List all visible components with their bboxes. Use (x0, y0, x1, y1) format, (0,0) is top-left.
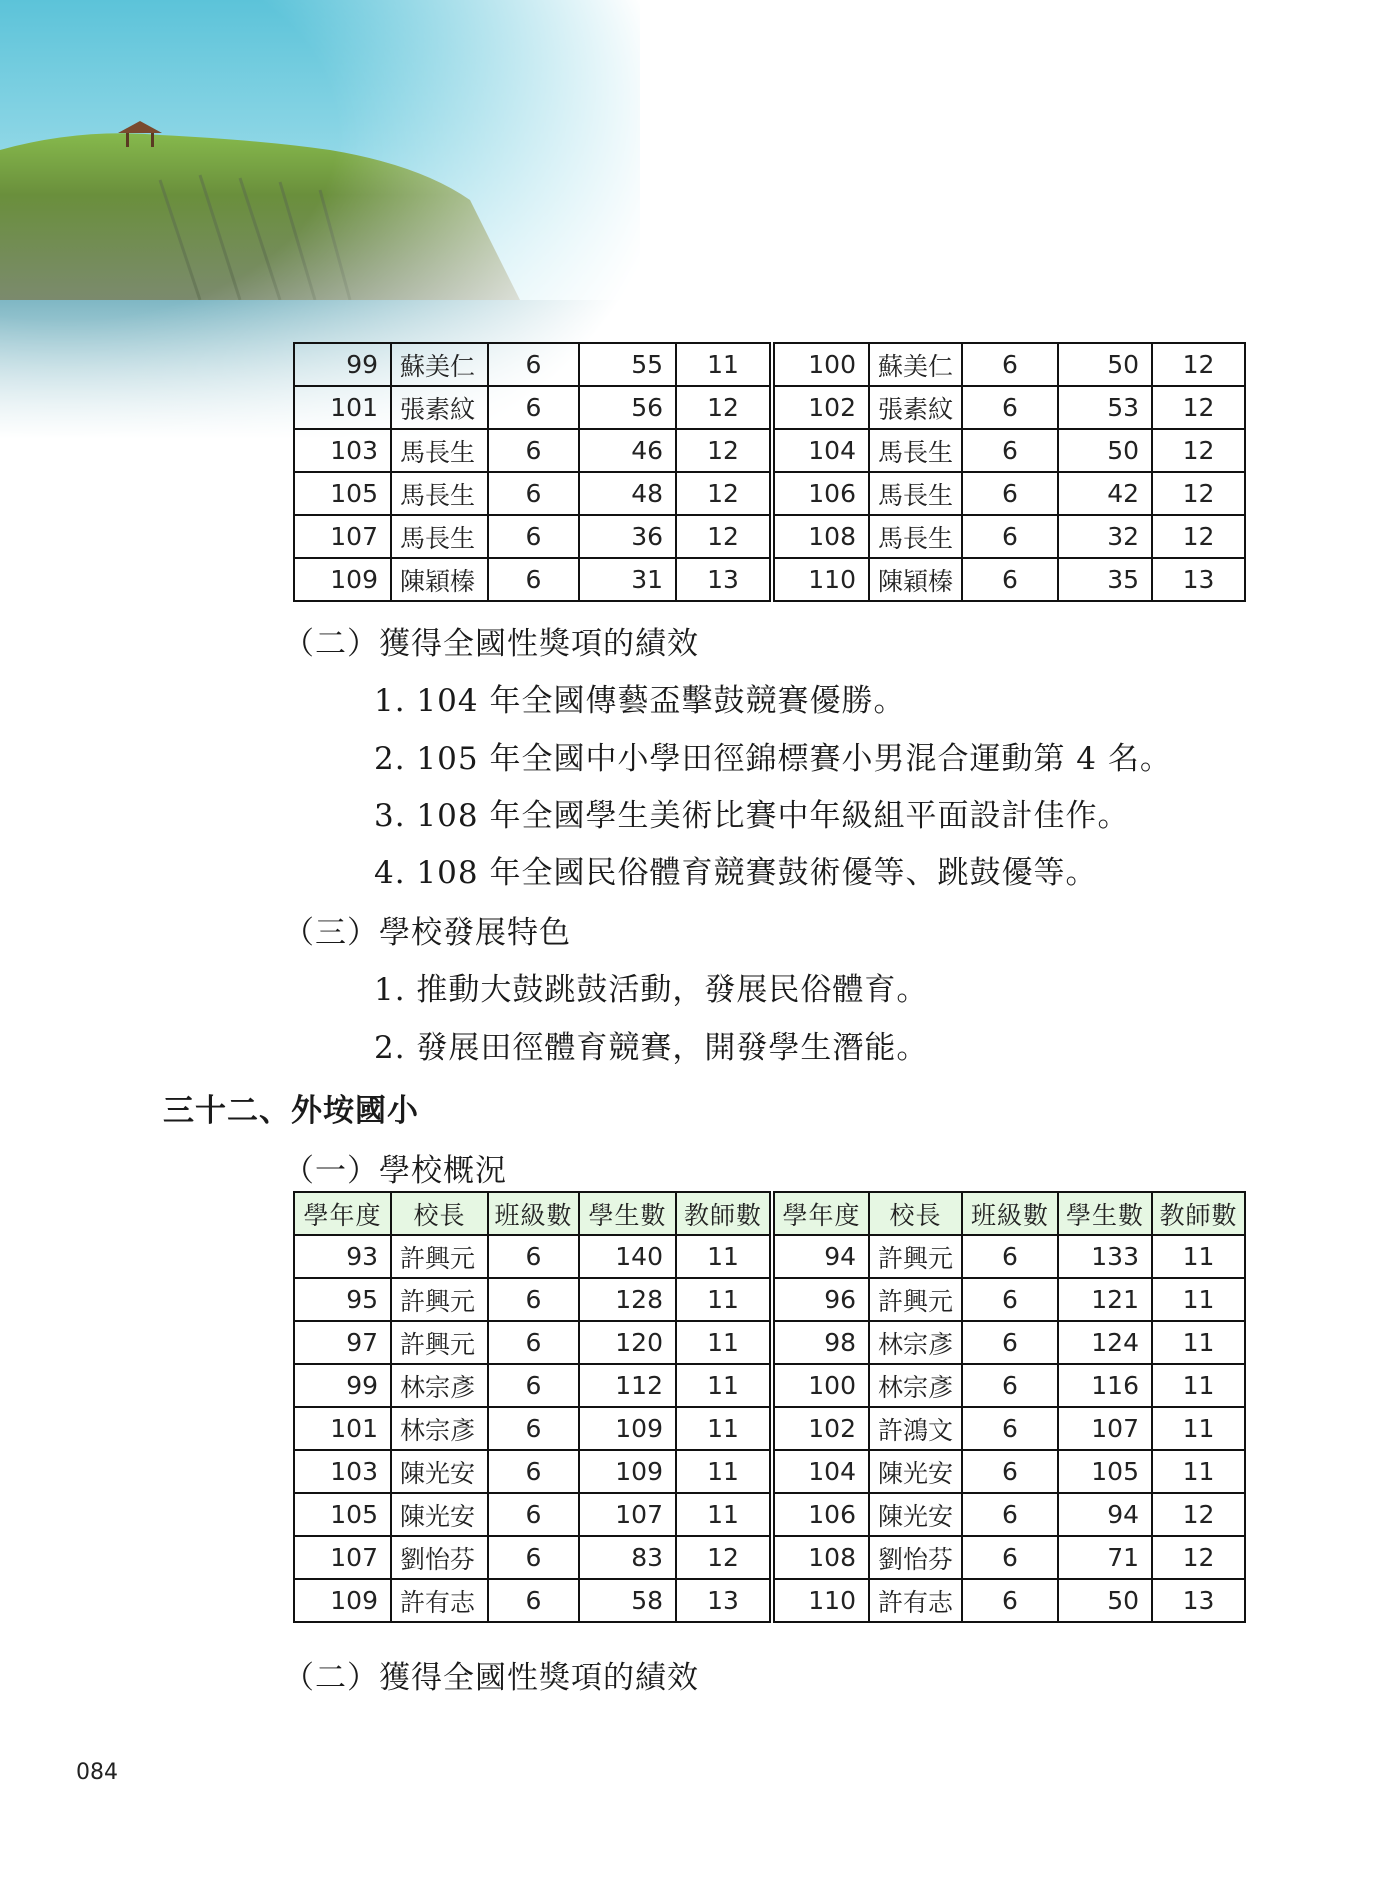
cell-class-count: 6 (488, 1407, 579, 1450)
cell-student-count: 109 (579, 1407, 676, 1450)
award-item: 3. 108 年全國學生美術比賽中年級組平面設計佳作。 (374, 798, 1130, 834)
cell-student-count: 120 (579, 1321, 676, 1364)
cell-student-count: 53 (1058, 386, 1152, 429)
cell-class-count: 6 (488, 1536, 579, 1579)
cell-school-year: 97 (294, 1321, 391, 1364)
cell-student-count: 42 (1058, 472, 1152, 515)
cell-student-count: 55 (579, 343, 676, 386)
cell-principal: 馬長生 (869, 429, 962, 472)
cell-school-year: 93 (294, 1235, 391, 1278)
cell-principal: 林宗彥 (869, 1321, 962, 1364)
cell-class-count: 6 (488, 515, 579, 558)
column-header: 校長 (869, 1192, 962, 1235)
table-row (294, 1579, 1245, 1622)
cell-teacher-count: 11 (1152, 1450, 1245, 1493)
column-header: 學年度 (294, 1192, 391, 1235)
cell-student-count: 50 (1058, 1579, 1152, 1622)
cell-student-count: 83 (579, 1536, 676, 1579)
feature-item: 2. 發展田徑體育競賽，開發學生潛能。 (374, 1030, 929, 1066)
cell-student-count: 46 (579, 429, 676, 472)
table-row (294, 386, 1245, 429)
cell-class-count: 6 (488, 1364, 579, 1407)
award-item: 2. 105 年全國中小學田徑錦標賽小男混合運動第 4 名。 (374, 741, 1172, 777)
cell-principal: 許鴻文 (869, 1407, 962, 1450)
cell-student-count: 128 (579, 1278, 676, 1321)
cell-school-year: 107 (294, 515, 391, 558)
cell-student-count: 109 (579, 1450, 676, 1493)
table-row (294, 472, 1245, 515)
cell-principal: 劉怡芬 (869, 1536, 962, 1579)
cell-school-year: 101 (294, 1407, 391, 1450)
cell-principal: 馬長生 (391, 472, 488, 515)
cell-student-count: 50 (1058, 429, 1152, 472)
section-heading-awards-2: （二）獲得全國性獎項的績效 (283, 1660, 699, 1696)
principal-history-table-continued (293, 342, 1246, 602)
cell-class-count: 6 (962, 429, 1058, 472)
table-row (294, 1536, 1245, 1579)
cell-school-year: 108 (772, 1536, 869, 1579)
cell-teacher-count: 11 (1152, 1235, 1245, 1278)
cell-class-count: 6 (962, 1450, 1058, 1493)
cell-class-count: 6 (962, 472, 1058, 515)
cell-school-year: 103 (294, 429, 391, 472)
cell-principal: 許興元 (869, 1278, 962, 1321)
award-item: 4. 108 年全國民俗體育競賽鼓術優等、跳鼓優等。 (374, 855, 1098, 891)
cell-teacher-count: 11 (676, 1407, 772, 1450)
cell-class-count: 6 (962, 343, 1058, 386)
table-row (294, 1407, 1245, 1450)
cell-principal: 馬長生 (869, 472, 962, 515)
school-overview-table (293, 1191, 1246, 1623)
cell-class-count: 6 (488, 1321, 579, 1364)
cell-class-count: 6 (488, 558, 579, 601)
cell-school-year: 103 (294, 1450, 391, 1493)
cell-school-year: 100 (772, 1364, 869, 1407)
section-heading-features: （三）學校發展特色 (283, 915, 571, 951)
cell-teacher-count: 13 (1152, 1579, 1245, 1622)
column-header: 學生數 (1058, 1192, 1152, 1235)
cell-student-count: 50 (1058, 343, 1152, 386)
column-header: 校長 (391, 1192, 488, 1235)
cell-principal: 蘇美仁 (391, 343, 488, 386)
cell-student-count: 121 (1058, 1278, 1152, 1321)
column-header: 班級數 (962, 1192, 1058, 1235)
cell-class-count: 6 (962, 1493, 1058, 1536)
cell-teacher-count: 12 (676, 429, 772, 472)
cell-teacher-count: 12 (1152, 1493, 1245, 1536)
cell-principal: 陳穎榛 (869, 558, 962, 601)
cell-class-count: 6 (962, 1364, 1058, 1407)
column-header: 學生數 (579, 1192, 676, 1235)
cell-class-count: 6 (488, 1579, 579, 1622)
cell-class-count: 6 (962, 386, 1058, 429)
section-heading-awards: （二）獲得全國性獎項的績效 (283, 626, 699, 662)
cell-principal: 許興元 (391, 1278, 488, 1321)
cell-student-count: 124 (1058, 1321, 1152, 1364)
cell-principal: 馬長生 (391, 429, 488, 472)
cell-school-year: 107 (294, 1536, 391, 1579)
cell-class-count: 6 (488, 343, 579, 386)
cell-student-count: 140 (579, 1235, 676, 1278)
table-row (294, 515, 1245, 558)
cell-school-year: 105 (294, 1493, 391, 1536)
cell-student-count: 35 (1058, 558, 1152, 601)
column-header: 學年度 (772, 1192, 869, 1235)
cell-school-year: 106 (772, 1493, 869, 1536)
cell-school-year: 96 (772, 1278, 869, 1321)
cell-student-count: 133 (1058, 1235, 1152, 1278)
cell-teacher-count: 12 (1152, 343, 1245, 386)
table-row (294, 558, 1245, 601)
page-number: 084 (76, 1760, 118, 1785)
cell-principal: 林宗彥 (391, 1407, 488, 1450)
cell-principal: 許有志 (869, 1579, 962, 1622)
table-row (294, 1493, 1245, 1536)
cell-class-count: 6 (962, 1278, 1058, 1321)
cell-principal: 陳光安 (869, 1450, 962, 1493)
column-header: 班級數 (488, 1192, 579, 1235)
table-row (294, 1364, 1245, 1407)
cell-teacher-count: 11 (676, 1364, 772, 1407)
column-header: 教師數 (676, 1192, 772, 1235)
cell-student-count: 94 (1058, 1493, 1152, 1536)
cell-school-year: 100 (772, 343, 869, 386)
cell-teacher-count: 11 (676, 1493, 772, 1536)
table-row (294, 1450, 1245, 1493)
table-row (294, 343, 1245, 386)
cell-teacher-count: 12 (676, 472, 772, 515)
cell-principal: 陳穎榛 (391, 558, 488, 601)
cell-school-year: 110 (772, 1579, 869, 1622)
cell-teacher-count: 13 (1152, 558, 1245, 601)
column-header: 教師數 (1152, 1192, 1245, 1235)
cell-class-count: 6 (962, 1235, 1058, 1278)
cell-school-year: 99 (294, 343, 391, 386)
cell-school-year: 106 (772, 472, 869, 515)
cell-student-count: 107 (1058, 1407, 1152, 1450)
cell-teacher-count: 12 (1152, 429, 1245, 472)
cell-student-count: 112 (579, 1364, 676, 1407)
cell-teacher-count: 12 (1152, 1536, 1245, 1579)
cell-principal: 馬長生 (391, 515, 488, 558)
cell-student-count: 107 (579, 1493, 676, 1536)
cell-teacher-count: 11 (1152, 1278, 1245, 1321)
feature-item: 1. 推動大鼓跳鼓活動，發展民俗體育。 (374, 972, 929, 1008)
cell-principal: 張素紋 (869, 386, 962, 429)
cell-class-count: 6 (962, 1579, 1058, 1622)
cell-principal: 蘇美仁 (869, 343, 962, 386)
cell-school-year: 101 (294, 386, 391, 429)
cell-student-count: 32 (1058, 515, 1152, 558)
cell-principal: 陳光安 (391, 1493, 488, 1536)
cell-class-count: 6 (488, 1450, 579, 1493)
cell-teacher-count: 11 (676, 1450, 772, 1493)
cell-teacher-count: 11 (676, 1278, 772, 1321)
cell-principal: 劉怡芬 (391, 1536, 488, 1579)
cell-class-count: 6 (962, 1536, 1058, 1579)
cell-teacher-count: 13 (676, 1579, 772, 1622)
cell-class-count: 6 (488, 429, 579, 472)
cell-school-year: 104 (772, 1450, 869, 1493)
cell-student-count: 56 (579, 386, 676, 429)
cell-student-count: 31 (579, 558, 676, 601)
table-row (294, 1321, 1245, 1364)
section-heading-overview: （一）學校概況 (283, 1153, 507, 1189)
cell-school-year: 99 (294, 1364, 391, 1407)
cell-principal: 陳光安 (869, 1493, 962, 1536)
cell-teacher-count: 11 (676, 343, 772, 386)
cell-teacher-count: 12 (676, 386, 772, 429)
cell-student-count: 48 (579, 472, 676, 515)
cell-teacher-count: 11 (676, 1321, 772, 1364)
cell-principal: 許有志 (391, 1579, 488, 1622)
cell-teacher-count: 11 (676, 1235, 772, 1278)
table-row (294, 1235, 1245, 1278)
cell-teacher-count: 12 (1152, 515, 1245, 558)
cell-school-year: 95 (294, 1278, 391, 1321)
cell-principal: 陳光安 (391, 1450, 488, 1493)
cell-class-count: 6 (488, 1235, 579, 1278)
cell-teacher-count: 11 (1152, 1364, 1245, 1407)
cell-teacher-count: 11 (1152, 1407, 1245, 1450)
cell-school-year: 104 (772, 429, 869, 472)
cell-class-count: 6 (488, 386, 579, 429)
cell-school-year: 98 (772, 1321, 869, 1364)
cell-teacher-count: 13 (676, 558, 772, 601)
cell-school-year: 94 (772, 1235, 869, 1278)
cell-teacher-count: 11 (1152, 1321, 1245, 1364)
cell-principal: 許興元 (391, 1235, 488, 1278)
cell-student-count: 58 (579, 1579, 676, 1622)
cell-student-count: 116 (1058, 1364, 1152, 1407)
school-title: 三十二、外垵國小 (163, 1093, 419, 1129)
cell-class-count: 6 (962, 1407, 1058, 1450)
cell-teacher-count: 12 (676, 1536, 772, 1579)
table-row (294, 429, 1245, 472)
cell-class-count: 6 (488, 1493, 579, 1536)
cell-class-count: 6 (962, 515, 1058, 558)
cell-principal: 張素紋 (391, 386, 488, 429)
cell-class-count: 6 (962, 558, 1058, 601)
cell-teacher-count: 12 (676, 515, 772, 558)
cell-principal: 許興元 (391, 1321, 488, 1364)
cell-principal: 馬長生 (869, 515, 962, 558)
cell-school-year: 109 (294, 558, 391, 601)
cell-school-year: 105 (294, 472, 391, 515)
cell-class-count: 6 (488, 1278, 579, 1321)
cell-class-count: 6 (962, 1321, 1058, 1364)
cell-student-count: 105 (1058, 1450, 1152, 1493)
cell-school-year: 108 (772, 515, 869, 558)
cell-class-count: 6 (488, 472, 579, 515)
cell-school-year: 109 (294, 1579, 391, 1622)
table-row (294, 1278, 1245, 1321)
cell-student-count: 36 (579, 515, 676, 558)
cell-teacher-count: 12 (1152, 472, 1245, 515)
award-item: 1. 104 年全國傳藝盃擊鼓競賽優勝。 (374, 683, 906, 719)
cell-school-year: 102 (772, 1407, 869, 1450)
cell-school-year: 110 (772, 558, 869, 601)
cell-principal: 許興元 (869, 1235, 962, 1278)
cell-principal: 林宗彥 (869, 1364, 962, 1407)
cell-school-year: 102 (772, 386, 869, 429)
cell-student-count: 71 (1058, 1536, 1152, 1579)
cell-teacher-count: 12 (1152, 386, 1245, 429)
cell-principal: 林宗彥 (391, 1364, 488, 1407)
